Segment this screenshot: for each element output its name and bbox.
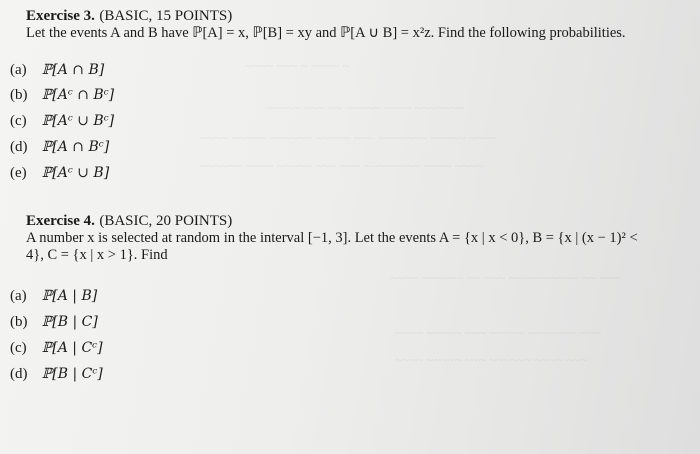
item-expression: ℙ[Aᶜ ∪ Bᶜ] — [41, 113, 115, 129]
exercise-4-item-d — [10, 366, 103, 383]
exercise-3-item-c — [10, 113, 114, 130]
item-expression: ℙ[B | C] — [41, 314, 98, 330]
exercise-3-item-b — [10, 87, 114, 104]
bleed-through-text: ~~~~ ~~~~~ ~~~~~~ ~~~~~ ~~~ ~~~~~~~ ~~~~~ ~~~~ — [200, 130, 498, 145]
item-label: (e) — [10, 165, 27, 181]
exercise-3-title: Exercise 3. — [26, 8, 95, 24]
bleed-through-text: ~~~~ ~~~~~ ~~~ ~~~~~ ~~~~~~~ ~~~ — [395, 325, 602, 340]
item-expression: ℙ[A | Cᶜ] — [41, 340, 103, 356]
exercise-3-tag: (BASIC, 15 POINTS) — [99, 8, 233, 24]
exercise-3 — [26, 8, 626, 42]
item-expression: ℙ[B | Cᶜ] — [41, 366, 103, 382]
item-expression: ℙ[A ∩ B] — [41, 62, 105, 78]
exercise-4 — [26, 213, 638, 264]
exercise-3-statement: Let the events A and B have ℙ[A] = x, ℙ[B] = xy and ℙ[A ∪ B] = x²z. Find the following probabilities. — [26, 25, 626, 41]
exercise-4-item-b — [10, 314, 98, 331]
exercise-3-item-d — [10, 139, 109, 156]
exercise-4-item-a — [10, 288, 97, 305]
bleed-through-text: ~~~~~~ ~~~~ ~~~~~ ~~~ ~~~ ~~~~~~~~ ~~~~ ~~~~ — [200, 158, 483, 173]
item-label: (c) — [10, 340, 27, 356]
bleed-through-text: ~~~~ ~~~ ~ ~~~~ ~ — [245, 58, 350, 73]
exercise-3-item-a — [10, 62, 104, 79]
exercise-3-item-e — [10, 165, 109, 182]
exercise-4-tag: (BASIC, 20 POINTS) — [99, 213, 233, 229]
item-label: (d) — [10, 139, 28, 155]
item-label: (a) — [10, 62, 27, 78]
exercise-3-header — [26, 8, 626, 25]
item-label: (c) — [10, 113, 27, 129]
bleed-through-text: ~~~~~ ~~~ ~~ ~~~~~ ~~~~ ~~~~~~~ — [265, 100, 465, 115]
item-label: (b) — [10, 87, 28, 103]
item-label: (b) — [10, 314, 28, 330]
exercise-4-statement-line-2: 4}, C = {x | x > 1}. Find — [26, 247, 168, 263]
bleed-through-text: ~~~~ ~~~~~ ~~~ ~~~~~~ ~~~~ ~~~ — [395, 352, 588, 367]
bleed-through-text: ~~~~ ~~~~~~ ~~ ~~~ ~~~~~~~~~~ ~~ ~~~ — [390, 270, 621, 285]
item-label: (d) — [10, 366, 28, 382]
item-expression: ℙ[Aᶜ ∪ B] — [41, 165, 110, 181]
exercise-4-title: Exercise 4. — [26, 213, 95, 229]
exercise-4-statement-line-1: A number x is selected at random in the interval [−1, 3]. Let the events A = {x | x < 0}, B = {x | (x − 1)² < — [26, 230, 638, 246]
item-expression: ℙ[A | B] — [41, 288, 98, 304]
exercise-4-item-c — [10, 340, 103, 357]
item-expression: ℙ[Aᶜ ∩ Bᶜ] — [41, 87, 115, 103]
item-label: (a) — [10, 288, 27, 304]
exercise-4-header — [26, 213, 638, 230]
item-expression: ℙ[A ∩ Bᶜ] — [41, 139, 110, 155]
